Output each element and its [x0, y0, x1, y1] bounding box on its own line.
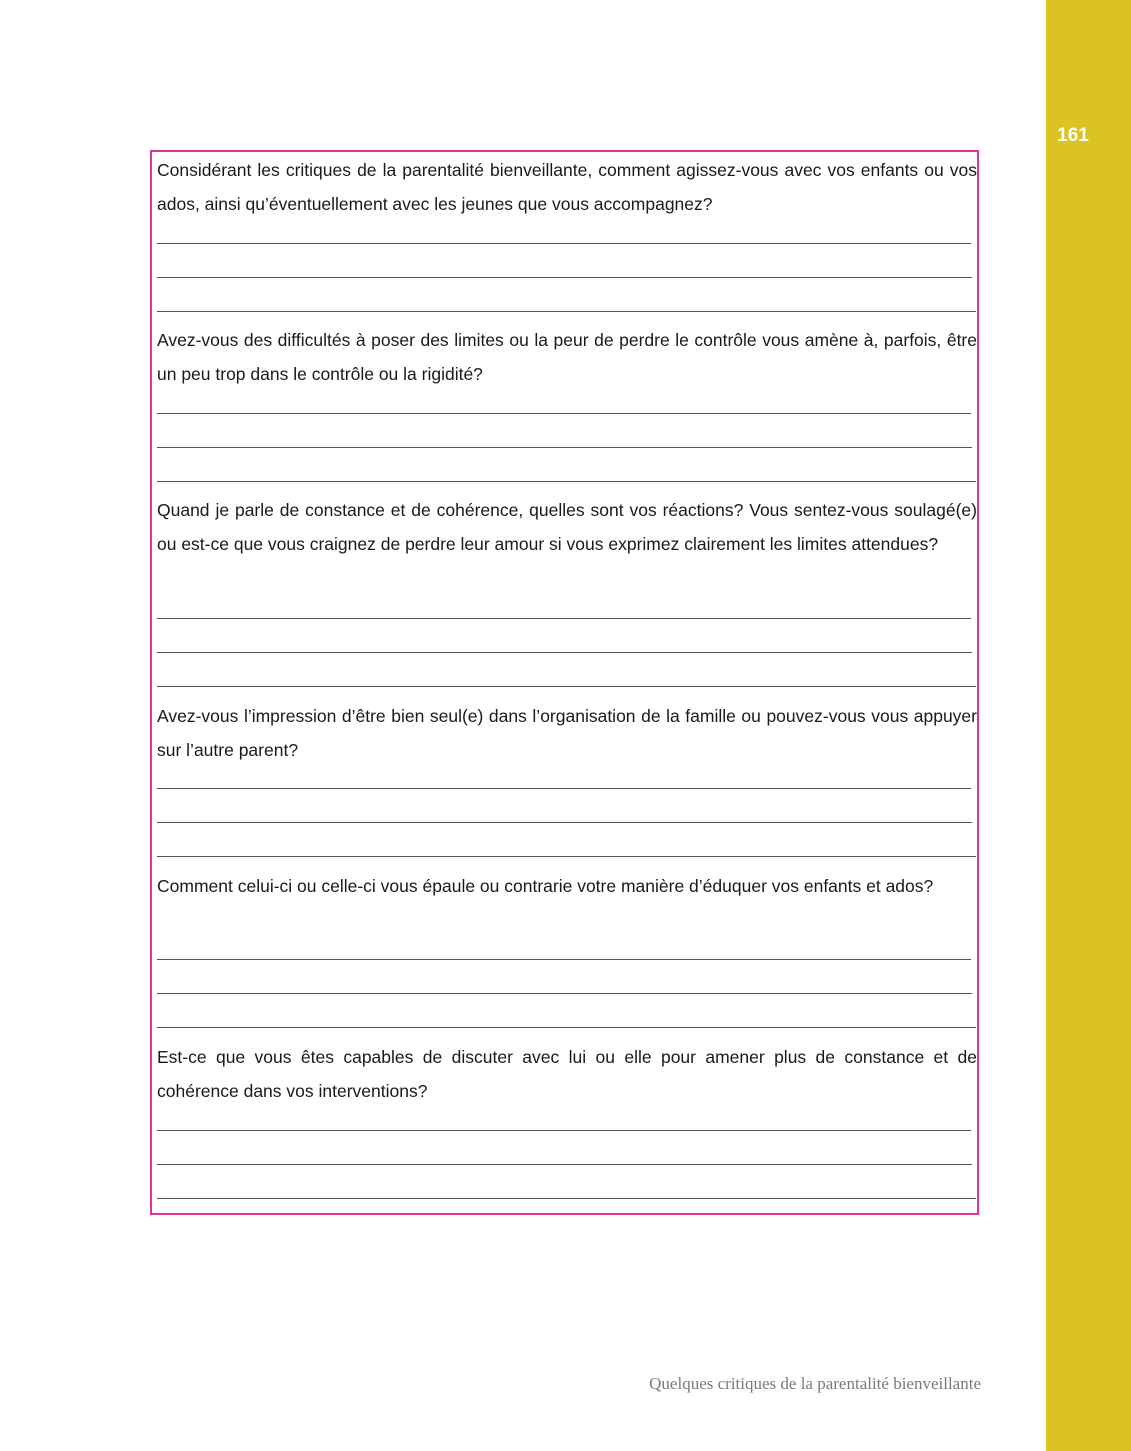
question-text: Considérant les critiques de la parentalité bienveillante, comment agissez-vous avec vos enfants ou vos ados, ainsi qu’éventuellement avec les jeunes que vous accompagnez? — [157, 160, 977, 214]
answer-line[interactable] — [157, 481, 976, 482]
answer-line[interactable] — [157, 959, 971, 960]
question-block-3 — [157, 493, 977, 561]
question-text: Quand je parle de constance et de cohérence, quelles sont vos réactions? Vous sentez-vous soulagé(e) ou est-ce que vous craignez de perdre leur amour si vous exprimez clairement les limites attendues? — [157, 500, 977, 554]
answer-line[interactable] — [157, 822, 972, 823]
answer-line[interactable] — [157, 618, 971, 619]
answer-line[interactable] — [157, 856, 976, 857]
question-text: Avez-vous des difficultés à poser des limites ou la peur de perdre le contrôle vous amène à, parfois, être un peu trop dans le contrôle ou la rigidité? — [157, 330, 977, 384]
page-number: 161 — [1057, 125, 1089, 146]
question-block-6 — [157, 1040, 977, 1108]
answer-line[interactable] — [157, 652, 972, 653]
question-block-1 — [157, 153, 977, 221]
question-text: Est-ce que vous êtes capables de discuter avec lui ou elle pour amener plus de constance et de cohérence dans vos interventions? — [157, 1047, 977, 1101]
answer-line[interactable] — [157, 1130, 971, 1131]
answer-line[interactable] — [157, 993, 972, 994]
answer-line[interactable] — [157, 1198, 976, 1199]
worksheet-frame — [150, 150, 979, 1215]
question-block-5 — [157, 869, 977, 903]
answer-line[interactable] — [157, 243, 971, 244]
question-block-2 — [157, 323, 977, 391]
answer-line[interactable] — [157, 277, 972, 278]
answer-line[interactable] — [157, 686, 976, 687]
question-text: Avez-vous l’impression d’être bien seul(e) dans l’organisation de la famille ou pouvez-vous vous appuyer sur l’autre parent? — [157, 706, 977, 760]
question-block-4 — [157, 699, 977, 767]
answer-line[interactable] — [157, 788, 971, 789]
answer-line[interactable] — [157, 1164, 972, 1165]
answer-line[interactable] — [157, 413, 971, 414]
answer-line[interactable] — [157, 1027, 976, 1028]
question-text: Comment celui-ci ou celle-ci vous épaule ou contrarie votre manière d’éduquer vos enfants et ados? — [157, 876, 934, 896]
answer-line[interactable] — [157, 447, 972, 448]
running-footer: Quelques critiques de la parentalité bienveillante — [649, 1374, 981, 1393]
answer-line[interactable] — [157, 311, 976, 312]
side-color-band — [1046, 0, 1131, 1451]
